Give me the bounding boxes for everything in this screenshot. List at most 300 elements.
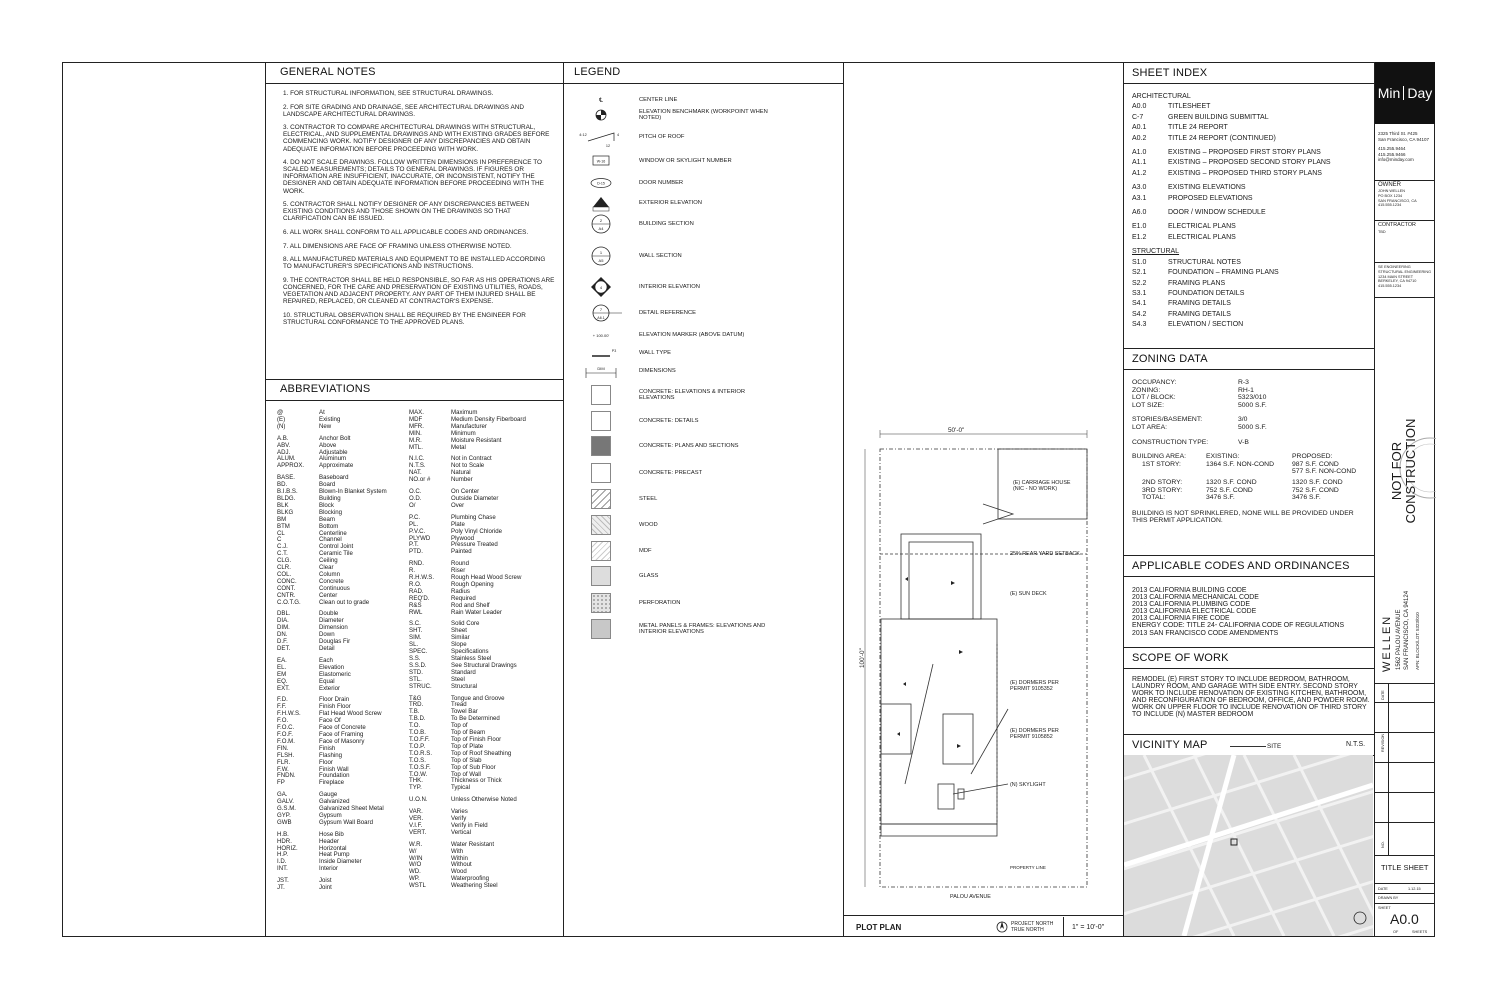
zoning-value: 3/0: [1238, 416, 1248, 424]
abbreviation-meaning: Typical: [451, 784, 470, 792]
abbreviation-meaning: Without: [451, 861, 472, 869]
svg-text:D-15: D-15: [597, 181, 605, 186]
abbreviation-row: [409, 438, 559, 445]
window-symbol-icon: [578, 150, 624, 172]
abbreviation-row: [409, 628, 559, 635]
sheet-index-row: [1132, 279, 1367, 289]
sheet-index-row: [1132, 233, 1367, 243]
abbreviation-code: B.I.B.S.: [277, 488, 298, 496]
abbreviation-meaning: Top of: [451, 722, 468, 730]
abbreviation-code: (N): [277, 422, 286, 430]
abbreviation-row: [409, 862, 559, 869]
sheet-number-cell: A0.1: [1132, 124, 1147, 132]
abbreviation-code: FLSH.: [277, 751, 295, 759]
legend-symbol: [575, 515, 627, 535]
abbreviation-row: [409, 561, 559, 568]
abbreviation-meaning: Gypsum Wall Board: [319, 818, 373, 826]
zoning-value: RH-1: [1238, 386, 1254, 394]
abbreviation-row: [277, 739, 407, 746]
sheet-name-cell: FRAMING DETAILS: [1168, 310, 1231, 318]
sheet-name-cell: TITLE 24 REPORT: [1168, 124, 1228, 132]
abbreviation-code: COL.: [277, 570, 292, 578]
abbreviation-code: C: [277, 536, 282, 544]
vicinity-title: VICINITY MAP: [1132, 739, 1208, 751]
abbreviation-meaning: Flat Head Wood Screw: [319, 710, 382, 718]
abbreviation-meaning: Double: [319, 610, 339, 618]
carriage-house-label: (E) CARRIAGE HOUSE (NIC - NO WORK): [1013, 480, 1071, 493]
abbreviation-code: N.T.S.: [409, 462, 426, 470]
divider: [265, 400, 563, 401]
divider: [1123, 576, 1374, 577]
abbreviation-code: WP.: [409, 875, 420, 883]
svg-text:2: 2: [599, 218, 603, 223]
sheet-index-row: [1132, 183, 1367, 193]
abbreviation-meaning: Joint: [319, 884, 332, 892]
legend-label: WALL TYPE: [639, 349, 672, 356]
divider: [1375, 792, 1435, 793]
abbreviation-row: [409, 751, 559, 758]
plot-plan-drawing: [843, 84, 1123, 915]
zoning-key: CONSTRUCTION TYPE:: [1132, 438, 1209, 446]
sprinkler-note: BUILDING IS NOT SPRINKLERED, NONE WILL BE PROVIDED UNDER THIS PERMIT APPLICATION.: [1132, 509, 1354, 525]
legend-symbol: [575, 619, 627, 639]
abbreviation-meaning: Thickness or Thick: [451, 777, 502, 785]
divider: [1375, 732, 1435, 733]
abbreviation-meaning: Blown-In Blanket System: [319, 488, 387, 496]
zoning-value: 987 S.F. COND: [1292, 460, 1339, 468]
abbreviation-meaning: Foundation: [319, 772, 350, 780]
abbreviation-meaning: Board: [319, 481, 336, 489]
legend-symbol: [575, 463, 627, 483]
abbreviation-meaning: Galvanized: [319, 798, 350, 806]
sheet-index-title: SHEET INDEX: [1132, 67, 1208, 79]
legend-title: LEGEND: [574, 66, 621, 78]
abbreviation-code: NO.or #: [409, 476, 431, 484]
abbreviation-code: R.O.: [409, 580, 422, 588]
abbreviation-code: MAX.: [409, 409, 424, 416]
legend-label: BUILDING SECTION: [639, 220, 694, 227]
abbreviation-meaning: Over: [451, 501, 465, 509]
sheet-name-cell: TITLE 24 REPORT (CONTINUED): [1168, 134, 1276, 142]
legend-symbol: [575, 566, 627, 586]
sheet-number: A0.0: [1390, 911, 1419, 927]
sheet-name-cell: DOOR / WINDOW SCHEDULE: [1168, 209, 1266, 217]
sheet-name-cell: FOUNDATION DETAILS: [1168, 289, 1245, 297]
sheet-index-row: [1132, 102, 1367, 112]
abbreviation-code: D.F.: [277, 638, 288, 646]
abbreviation-code: NAT.: [409, 469, 422, 477]
owner-line: 415.555.1234: [1378, 203, 1402, 208]
abbreviation-meaning: Bottom: [319, 522, 339, 530]
general-note: 8. ALL MANUFACTURED MATERIALS AND EQUIPMENT TO BE INSTALLED ACCORDING TO MANUFACTURER'S SPECIFICATIONS AND INSTRUCTIONS.: [283, 256, 546, 271]
legend-symbol: [575, 302, 627, 324]
abbreviation-code: GALV.: [277, 798, 294, 806]
abbreviation-row: [409, 542, 559, 549]
legend-symbol: [575, 126, 627, 148]
abbreviation-code: CONC.: [277, 577, 297, 585]
abbreviation-meaning: Towel Bar: [451, 708, 478, 716]
nts-label: N.T.S.: [1346, 741, 1366, 748]
abbreviation-code: P.C.: [409, 513, 421, 521]
sheet-number-cell: A0.0: [1132, 103, 1147, 111]
sheet-number-cell: A3.0: [1132, 184, 1147, 192]
sheet-name-cell: ELECTRICAL PLANS: [1168, 223, 1236, 231]
abbreviation-row: [277, 672, 407, 679]
property-line-label: PROPERTY LINE: [1010, 865, 1046, 870]
abbreviation-row: [277, 510, 407, 517]
abbreviation-code: R.: [409, 567, 416, 575]
sun-deck-label: (E) SUN DECK: [1010, 591, 1047, 597]
abbreviation-code: STRUC.: [409, 682, 432, 690]
zoning-key: STORIES/BASEMENT:: [1132, 416, 1203, 424]
zoning-value: 752 S.F. COND: [1206, 486, 1253, 494]
abbreviation-meaning: Required: [451, 594, 476, 602]
abbreviation-code: S.S.D.: [409, 661, 427, 669]
zoning-value: 3476 S.F.: [1292, 494, 1321, 502]
legend-label: ELEVATION MARKER (ABOVE DATUM): [639, 331, 745, 338]
pitch-symbol-icon: [578, 126, 624, 148]
revision-date-header: DATE: [1381, 690, 1385, 700]
legend-item: [575, 213, 779, 235]
sheet-name-cell: TITLESHEET: [1168, 103, 1211, 111]
legend-symbol: [575, 360, 627, 382]
sheet-number-cell: S1.0: [1132, 258, 1147, 266]
revision-column-divider: [1388, 683, 1389, 855]
north-arrow-icon: [996, 920, 1008, 934]
sheet-number-cell: E1.0: [1132, 223, 1147, 231]
abbreviation-row: [409, 778, 559, 785]
firm-logo: [1375, 62, 1435, 124]
legend-label: WALL SECTION: [639, 252, 682, 259]
abbreviation-meaning: Control Joint: [319, 543, 354, 551]
abbreviation-meaning: Sheet: [451, 627, 467, 635]
divider: [1375, 297, 1435, 298]
abbreviation-row: [409, 515, 559, 522]
divider: [1375, 883, 1435, 884]
abbreviation-row: [409, 496, 559, 503]
engineer-line: STRUCTURAL ENGINEERING: [1378, 269, 1432, 274]
abbreviation-code: S.C.: [409, 620, 421, 628]
divider: [1375, 855, 1435, 856]
abbreviation-row: [277, 463, 407, 470]
abbreviation-code: BASE.: [277, 474, 295, 482]
zoning-value: V-B: [1238, 438, 1249, 446]
abbreviation-meaning: Diameter: [319, 617, 344, 625]
abbreviation-meaning: Not in Contract: [451, 455, 492, 463]
divider: [1123, 369, 1374, 370]
sheet-number-cell: A6.0: [1132, 209, 1147, 217]
general-note: 10. STRUCTURAL OBSERVATION SHALL BE REQUIRED BY THE ENGINEER FOR STRUCTURAL CONFORMANCE TO THE APPROVED PLANS.: [283, 311, 526, 326]
firm-address-line: 2325 Third St. #425: [1378, 131, 1418, 136]
abbreviation-meaning: Concrete: [319, 577, 344, 585]
door-symbol-icon: [578, 172, 624, 194]
legend-symbol: [575, 104, 627, 126]
engineer-line: BERKELEY, CA 94710: [1378, 279, 1417, 284]
abbreviation-meaning: Poly Vinyl Chloride: [451, 527, 503, 535]
zoning-value: 3476 S.F.: [1206, 494, 1235, 502]
abbreviation-row: [277, 436, 407, 443]
abbreviation-meaning: Floor Drain: [319, 696, 350, 704]
abbreviation-code: W/O: [409, 861, 422, 869]
abbreviation-row: [409, 797, 559, 804]
legend-item: [575, 515, 779, 535]
abbreviation-row: [409, 445, 559, 452]
contractor-details: TBD: [1378, 230, 1386, 234]
abbreviation-meaning: Pressure Treated: [451, 541, 498, 549]
vicinity-map: [1124, 755, 1373, 936]
zoning-key: 2ND STORY:: [1142, 478, 1183, 486]
sheet-number-cell: A1.2: [1132, 169, 1147, 177]
abbreviation-code: W/IN: [409, 854, 423, 862]
dormers-label-2: (E) DORMERS PER PERMIT 9105852: [1010, 728, 1059, 741]
abbreviation-code: G.S.M.: [277, 805, 296, 813]
owner-line: PO BOX 1234: [1378, 193, 1403, 198]
plot-plan-scale: 1" = 10'-0": [1072, 924, 1105, 931]
general-note: 6. ALL WORK SHALL CONFORM TO ALL APPLICABLE CODES AND ORDINANCES.: [283, 228, 529, 236]
abbreviation-code: SPEC.: [409, 648, 428, 656]
svg-text:1: 1: [599, 250, 603, 255]
abbreviation-code: VER.: [409, 815, 424, 823]
abbreviation-code: CLR.: [277, 564, 291, 572]
svg-text:A5: A5: [598, 258, 604, 263]
abbreviation-meaning: Ceramic Tile: [319, 550, 353, 558]
abbreviation-code: APPROX.: [277, 462, 305, 470]
abbreviation-meaning: Steel: [451, 675, 465, 683]
abbreviation-meaning: With: [451, 847, 464, 855]
firm-address-line: San Francisco, CA 94107: [1378, 136, 1430, 142]
abbreviation-meaning: Riser: [451, 567, 466, 575]
zoning-value: 1320 S.F. COND: [1292, 478, 1343, 486]
abbreviation-code: FNDN.: [277, 772, 296, 780]
abbreviation-row: [409, 456, 559, 463]
abbreviation-code: WD.: [409, 868, 421, 876]
abbreviation-code: ALUM.: [277, 455, 296, 463]
abbreviation-row: [277, 531, 407, 538]
abbreviation-row: [277, 711, 407, 718]
abbreviation-row: [277, 565, 407, 572]
legend-item: [575, 104, 779, 126]
divider: [1375, 762, 1435, 763]
legend-item: [575, 593, 779, 613]
intelev-symbol-icon: [578, 276, 624, 298]
legend-item: [575, 150, 779, 172]
legend-item: [575, 411, 779, 431]
abbreviation-row: [277, 878, 407, 885]
owner-heading: OWNER: [1378, 182, 1401, 188]
abbreviation-meaning: Clean out to grade: [319, 598, 370, 606]
abbreviation-code: FP: [277, 779, 285, 787]
abbreviation-row: [277, 551, 407, 558]
abbreviation-row: [277, 424, 407, 431]
abbreviations-column-1: [277, 410, 407, 892]
material-swatch: [591, 411, 611, 431]
abbreviation-code: REQ'D.: [409, 594, 430, 602]
abbreviation-meaning: Douglas Fir: [319, 638, 351, 646]
material-swatch: [591, 385, 611, 405]
divider: [1375, 893, 1435, 894]
abbreviation-meaning: Structural: [451, 682, 478, 690]
abbreviation-code: GYP.: [277, 811, 291, 819]
abbreviation-meaning: Medium Density Fiberboard: [451, 415, 526, 423]
material-swatch: [591, 436, 611, 456]
divider: [1123, 348, 1374, 349]
legend-label: METAL PANELS & FRAMES: ELEVATIONS AND INTERIOR ELEVATIONS: [639, 622, 766, 635]
abbreviation-meaning: Face Of: [319, 717, 341, 725]
abbreviation-row: [409, 785, 559, 792]
abbreviation-meaning: Outside Diameter: [451, 494, 499, 502]
abbreviation-meaning: Rain Water Leader: [451, 608, 502, 616]
abbreviation-meaning: Baseboard: [319, 474, 349, 482]
abbreviation-code: SIM.: [409, 634, 422, 642]
abbreviation-code: VERT.: [409, 828, 427, 836]
abbreviation-row: [277, 496, 407, 503]
setback-label: 25% REAR YARD SETBACK: [1010, 551, 1080, 557]
zoning-key: LOT SIZE:: [1132, 401, 1164, 409]
sheet-number-cell: A1.0: [1132, 149, 1147, 157]
of-value: SHEETS: [1412, 930, 1428, 934]
abbreviation-code: T.O.: [409, 722, 421, 730]
abbreviation-code: BTM: [277, 522, 290, 530]
abbreviation-meaning: Header: [319, 837, 339, 845]
code-item: 2013 CALIFORNIA MECHANICAL CODE: [1132, 594, 1259, 602]
project-apn: APN: BLOCK/LOT: 5323/010: [1415, 612, 1420, 670]
street-label: PALOU AVENUE: [950, 894, 991, 900]
material-swatch: [591, 489, 611, 509]
abbreviation-code: (E): [277, 415, 286, 423]
abbreviation-code: T.B.: [409, 708, 420, 716]
legend-label: CONCRETE: DETAILS: [639, 417, 699, 424]
legend-symbol: [575, 385, 627, 405]
abbreviation-meaning: Interior: [319, 865, 338, 873]
legend-item: [575, 566, 779, 586]
legend-item: [575, 489, 779, 509]
svg-text:4: 4: [599, 285, 603, 290]
abbreviation-meaning: Round: [451, 560, 469, 568]
of-key: OF: [1393, 930, 1399, 934]
legend-label: CONCRETE: PLANS AND SECTIONS: [639, 442, 739, 449]
abbreviation-code: MIN.: [409, 429, 422, 437]
zoning-title: ZONING DATA: [1132, 353, 1208, 365]
abbreviation-meaning: Beam: [319, 515, 335, 523]
material-swatch: [591, 593, 611, 613]
abbreviation-meaning: Hose Bib: [319, 830, 344, 838]
abbreviation-meaning: Face of Framing: [319, 730, 364, 738]
abbreviation-row: [409, 670, 559, 677]
material-swatch: [591, 541, 611, 561]
abbreviation-code: H.B.: [277, 830, 289, 838]
date-value: 1.12.15: [1408, 887, 1421, 891]
abbreviation-code: T.O.S.F.: [409, 763, 431, 771]
abbreviation-meaning: Rough Opening: [451, 580, 494, 588]
abbreviation-meaning: Continuous: [319, 584, 350, 592]
sheet-index-row: [1132, 320, 1367, 330]
material-swatch: [591, 463, 611, 483]
abbreviation-code: F.W.: [277, 765, 289, 773]
abbreviation-meaning: Gypsum: [319, 811, 342, 819]
abbreviation-row: [409, 529, 559, 536]
zoning-header: EXISTING:: [1206, 453, 1240, 461]
abbreviation-code: CONT.: [277, 584, 296, 592]
legend-label: DETAIL REFERENCE: [639, 309, 697, 316]
sheet-name-cell: ELECTRICAL PLANS: [1168, 233, 1236, 241]
material-swatch: [591, 515, 611, 535]
abbreviation-code: I.D.: [277, 858, 287, 866]
abbreviation-code: A.B.: [277, 434, 289, 442]
abbreviation-code: CLG.: [277, 557, 292, 565]
svg-text:W-16: W-16: [596, 159, 606, 164]
zoning-key: BUILDING AREA:: [1132, 453, 1187, 461]
extelev-symbol-icon: [578, 192, 624, 214]
abbreviation-meaning: Similar: [451, 634, 470, 642]
abbreviation-meaning: Top of Slab: [451, 756, 482, 764]
abbreviation-row: [409, 842, 559, 849]
codes-title: APPLICABLE CODES AND ORDINANCES: [1132, 560, 1350, 572]
divider: [265, 83, 843, 84]
abbreviation-code: BLKG: [277, 508, 294, 516]
legend-symbol: [575, 213, 627, 235]
abbreviation-code: JT.: [277, 884, 285, 892]
abbreviation-code: EL.: [277, 663, 287, 671]
legend-item: [575, 245, 779, 267]
abbreviation-code: F.D.: [277, 696, 288, 704]
bench-symbol-icon: [578, 104, 624, 126]
abbreviation-meaning: Top of Wall: [451, 770, 481, 778]
abbreviation-code: T.O.F.F.: [409, 735, 430, 743]
abbreviation-meaning: Top of Plate: [451, 742, 484, 750]
abbreviation-code: JST.: [277, 877, 289, 885]
svg-text:4:12: 4:12: [579, 133, 587, 137]
abbreviation-row: [409, 470, 559, 477]
abbreviation-row: [409, 663, 559, 670]
divider: [1063, 917, 1064, 937]
general-note: 1. FOR STRUCTURAL INFORMATION, SEE STRUCTURAL DRAWINGS.: [283, 90, 494, 97]
abbreviation-code: RWL: [409, 608, 423, 616]
code-item: 2013 CALIFORNIA PLUMBING CODE: [1132, 601, 1250, 609]
abbreviation-meaning: Column: [319, 570, 340, 578]
abbreviation-meaning: Top of Roof Sheathing: [451, 749, 512, 757]
abbreviation-meaning: Each: [319, 656, 333, 664]
legend-label: WOOD: [639, 521, 658, 528]
legend-symbol: [575, 541, 627, 561]
legend-label: CONCRETE: PRECAST: [639, 469, 703, 476]
abbreviation-meaning: Top of Finish Floor: [451, 735, 502, 743]
abbreviation-row: [409, 635, 559, 642]
abbreviation-meaning: Radius: [451, 587, 470, 595]
general-note: 2. FOR SITE GRADING AND DRAINAGE, SEE ARCHITECTURAL DRAWINGS AND LANDSCAPE ARCHITECTURAL DRAWINGS.: [283, 103, 524, 118]
zoning-value: 577 S.F. NON-COND: [1292, 468, 1357, 476]
abbreviation-meaning: Manufacturer: [451, 422, 487, 430]
abbreviation-row: [277, 686, 407, 693]
abbreviation-row: [277, 679, 407, 686]
contractor-heading: CONTRACTOR: [1378, 222, 1416, 228]
divider: [1375, 683, 1435, 684]
legend-label: DOOR NUMBER: [639, 179, 684, 186]
site-leader: [1230, 746, 1266, 747]
abbreviation-row: [409, 582, 559, 589]
abbreviation-code: MFR.: [409, 422, 424, 430]
abbreviation-meaning: Standard: [451, 668, 476, 676]
abbreviation-code: FLR.: [277, 758, 291, 766]
sheet-index-row: [1132, 194, 1367, 204]
sheet-index-list: [1132, 92, 1367, 331]
abbreviation-row: [277, 832, 407, 839]
code-item: ENERGY CODE: TITLE 24- CALIFORNIA CODE OF REGULATIONS: [1132, 622, 1345, 630]
abbreviation-code: BLK: [277, 501, 289, 509]
abbreviation-code: PL.: [409, 520, 419, 528]
abbreviation-code: PTD.: [409, 548, 423, 556]
abbreviation-code: T.O.S.: [409, 756, 426, 764]
sheet-number-cell: S3.1: [1132, 289, 1147, 297]
